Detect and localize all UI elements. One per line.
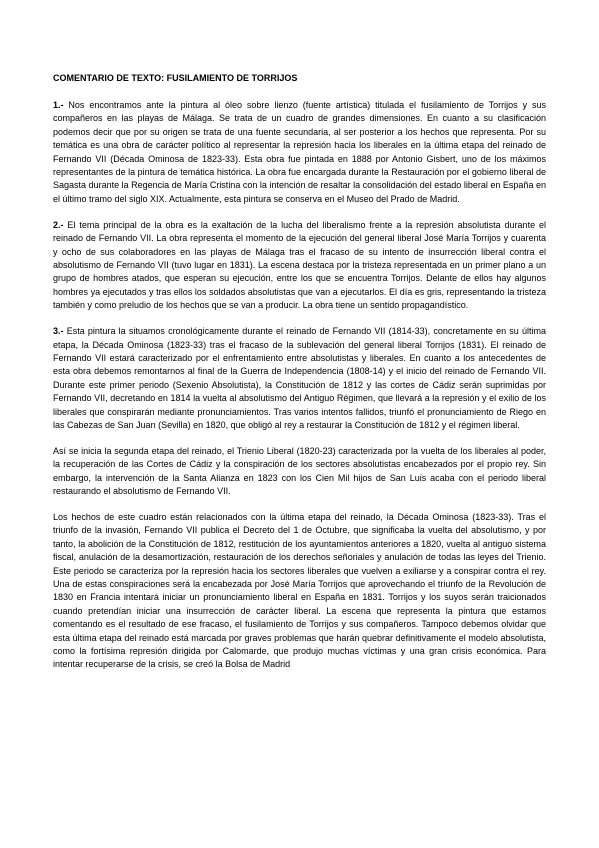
- paragraph-text: Esta pintura la situamos cronológicamente durante el reinado de Fernando VII (1814-33), concretamente en su última etapa, la Década Ominosa (1823-33) tras el fracaso de la sublevación del general liberal Torrijos (1831). El reinado de Fernando VII estará caracterizado por el enfrentamiento entre absolutistas y liberales. En cuanto a los antecedentes de esta obra debemos remontarnos al final de la Guerra de Independencia (1808-14) y el inicio del reinado de Fernando VII. Durante este primer periodo (Sexenio Absolutista), la Constitución de 1812 y las cortes de Cádiz serán suprimidas por Fernando VII, decretando en 1814 la vuelta al absolutismo del Antiguo Régimen, que llevará a la represión y el exilio de los liberales que conspirarán mediante pronunciamientos. Tras varios intentos fallidos, triunfó el pronunciamiento de Riego en las Cabezas de San Juan (Sevilla) en 1820, que obligó al rey a restaurar la Constitución de 1812 y el régimen liberal.: [53, 326, 546, 430]
- paragraph-text: El tema principal de la obra es la exaltación de la lucha del liberalismo frente a la represión absolutista durante el reinado de Fernando VII. La obra representa el momento de la ejecución del general liberal José María Torrijos y cuarenta y ocho de sus colaboradores en las playas de Málaga tras el fracaso de su intento de insurrección liberal contra el absolutismo de Fernando VII (tuvo lugar en 1831). La escena destaca por la tristeza representada en un primer plano a un grupo de hombres atados, que esperan su ejecución, entre los que se encuentra Torrijos. Delante de ellos hay algunos hombres ya ejecutados y tras ellos los soldados absolutistas que van a ejecutarlos. El día es gris, representando la tristeza también y como preludio de los hechos que se van a producir. La obra tiene un sentido propagandístico.: [53, 219, 546, 311]
- paragraph-text: Nos encontramos ante la pintura al óleo sobre lienzo (fuente artística) titulada el fusilamiento de Torrijos y sus compañeros en las playas de Málaga. Se trata de un cuadro de grandes dimensiones. En cuanto a su clasificación podemos decir que por su origen se trata de una fuente secundaria, al ser posterior a los hechos que representa. Por su temática es una obra de carácter político al representar la represión hacia los liberales en la última etapa del reinado de Fernando VII (Década Ominosa de 1823-33). Esta obra fue pintada en 1888 por Antonio Gisbert, uno de los máximos representantes de la pintura de temática histórica. La obra fue encargada durante la Restauración por el gobierno liberal de Sagasta durante la Regencia de María Cristina con la intención de resaltar la consolidación del estado liberal en España en el último tramo del siglo XIX. Actualmente, esta pintura se conserva en el Museo del Prado de Madrid.: [53, 100, 546, 204]
- paragraph-number: 1.-: [53, 100, 64, 110]
- document-page: [53, 72, 546, 684]
- paragraph-number: 2.-: [53, 219, 64, 230]
- paragraph-number: 3.-: [53, 326, 64, 337]
- paragraph-1: [53, 99, 546, 206]
- document-title: COMENTARIO DE TEXTO: FUSILAMIENTO DE TORRIJOS: [53, 73, 298, 83]
- paragraph-2: [53, 219, 546, 313]
- paragraph-4: [53, 445, 546, 499]
- paragraph-text: Así se inicia la segunda etapa del reinado, el Trienio Liberal (1820-23) caracterizada por la vuelta de los liberales al poder, la recuperación de las Cortes de Cádiz y la conspiración de los sectores absolutistas encabezados por el propio rey. Sin embargo, la intervención de la Santa Alianza en 1823 con los Cien Mil hijos de San Luis acaba con el periodo liberal restaurando el absolutismo de Fernando VII.: [53, 445, 546, 497]
- paragraph-5: [53, 511, 546, 672]
- paragraph-text: Los hechos de este cuadro están relacionados con la última etapa del reinado, la Década Ominosa (1823-33). Tras el triunfo de la invasión, Fernando VII publica el Decreto del 1 de Octubre, que significaba la vuelta del absolutismo, y por tanto, la abolición de la Constitución de 1812, restitución de los ayuntamientos anteriores a 1820, vuelta al antiguo sistema fiscal, anulación de la desamortización, restauración de los derechos señoriales y anulación de todas las leyes del Trienio. Este periodo se caracteriza por la represión hacia los sectores liberales que vuelven a exiliarse y a conspirar contra el rey. Una de estas conspiraciones será la encabezada por José María Torrijos que aprovechando el triunfo de la Revolución de 1830 en Francia intentará iniciar un pronunciamiento liberal en España en 1831. Torrijos y los suyos serán traicionados cuando pretendían iniciar una insurrección de carácter liberal. La escena que representa la pintura que estamos comentando es el resultado de ese fracaso, el fusilamiento de Torrijos y sus compañeros. Tampoco debemos olvidar que esta última etapa del reinado está marcada por graves problemas que harán quebrar definitivamente el modelo absolutista, como la fortísima represión dirigida por Calomarde, que produjo muchas víctimas y una gran crisis económica. Para intentar recuperarse de la crisis, se creó la Bolsa de Madrid: [53, 511, 546, 670]
- paragraph-3: [53, 325, 546, 432]
